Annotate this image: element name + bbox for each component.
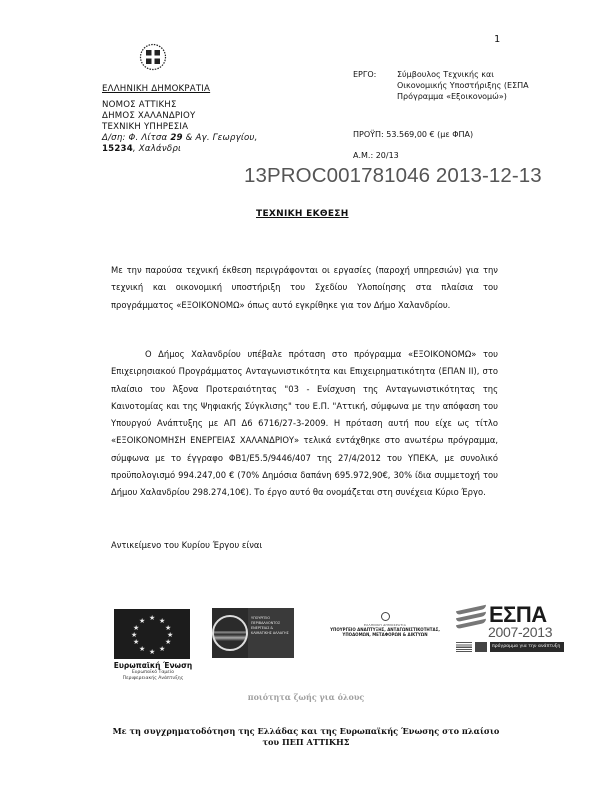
ministry-development-logo bbox=[320, 612, 450, 637]
cofinancing-line: Με τη συγχρηματοδότηση της Ελλάδας και της Ευρωπαϊκής Ένωσης στο πλαίσιο bbox=[112, 726, 500, 736]
project-line: Σύμβουλος Τεχνικής και bbox=[397, 70, 494, 79]
espa-word: ΕΣΠΑ bbox=[489, 602, 547, 627]
espa-tagline: πρόγραμμα για την ανάπτυξη bbox=[490, 642, 564, 652]
greek-flag-icon bbox=[456, 642, 472, 652]
circle-emblem-icon bbox=[212, 615, 248, 651]
document-title: ΤΕΧΝΙΚΗ ΕΚΘΕΣΗ bbox=[256, 209, 349, 219]
paragraph-background: Ο Δήμος Χαλανδρίου υπέβαλε πρόταση στο πρόγραμμα «ΕΞΟΙΚΟΝΟΜΩ» του Επιχειρησιακού Προγράμματος Ανταγωνιστικότητα και Επιχειρηματικότητα (ΕΠΑΝ ΙΙ), στο πλαίσιο του Άξονα Προτεραιότητας "03 - Ενίσχυση της Ανταγωνιστικότητας της Καινοτομίας και της Ψηφιακής Σύγκλισης" του Ε.Π. "Αττική, σύμφωνα με την απόφαση του Υπουργού Ανάπτυξης με ΑΠ Δ6 6716/27-3-2009. Η πρόταση αυτή που είχε ως τίτλο «ΕΞΟΙΚΟΝΟΜΗΣΗ ΕΝΕΡΓΕΙΑΣ ΧΑΛΑΝΔΡΙΟΥ» τελικά εντάχθηκε στο ανωτέρω πρόγραμμα, σύμφωνα με το έγγραφο ΦΒ1/Ε5.5/9446/407 της 27/4/2012 του ΥΠΕΚΑ, με συνολικό προϋπολογισμό 994.247,00 € (70% Δημόσια δαπάνη 695.972,90€, 30% ίδια συμμετοχή του Δήμου Χαλανδρίου 298.274,10€). Το έργο αυτό θα ονομάζεται στη συνέχεια Κύριο Έργο. bbox=[111, 349, 498, 498]
espa-years: 2007-2013 bbox=[488, 624, 553, 640]
cofinancing-line: του ΠΕΠ ΑΤΤΙΚΗΣ bbox=[262, 737, 350, 747]
prefecture-label: ΝΟΜΟΣ ΑΤΤΙΚΗΣ bbox=[102, 100, 177, 110]
project-description bbox=[397, 69, 529, 102]
page-number: 1 bbox=[494, 34, 501, 45]
eu-caption-sub: Περιφερειακής Ανάπτυξης bbox=[122, 676, 184, 681]
espa-logo-icon bbox=[456, 604, 564, 654]
waves-icon bbox=[456, 608, 486, 634]
eu-caption bbox=[108, 661, 198, 682]
eu-mini-flag-icon bbox=[475, 642, 487, 652]
municipality-label: ΔΗΜΟΣ ΧΑΛΑΝΔΡΙΟΥ bbox=[102, 111, 196, 121]
republic-label: ΕΛΛΗΝΙΚΗ ΔΗΜΟΚΡΑΤΙΑ bbox=[102, 84, 211, 94]
address-street: Δ/ση: Φ. Λίτσα bbox=[102, 133, 171, 143]
am-number: Α.Μ.: 20/13 bbox=[353, 151, 399, 160]
project-label: ΕΡΓΟ: bbox=[353, 70, 377, 79]
greek-seal-icon bbox=[381, 612, 390, 621]
eu-caption-title: Ευρωπαϊκή Ένωση bbox=[113, 661, 193, 670]
greek-coat-of-arms-icon bbox=[139, 43, 167, 71]
ministry-environment-text: ΥΠΟΥΡΓΕΙΟ ΠΕΡΙΒΑΛΛΟΝΤΟΣ ΕΝΕΡΓΕΙΑΣ & ΚΛΙΜΑΤΙΚΗΣ ΑΛΛΑΓΗΣ bbox=[251, 616, 289, 635]
address-cross-street: & Αγ. Γεωργίου, bbox=[182, 133, 258, 143]
ministry-environment-logo-icon bbox=[212, 608, 294, 658]
project-line: Οικονομικής Υποστήριξης (ΕΣΠΑ bbox=[397, 81, 529, 90]
address-line-2 bbox=[102, 144, 258, 155]
registry-stamp: 13PROC001781046 2013-12-13 bbox=[244, 164, 542, 187]
ministry-development-republic: ΕΛΛΗΝΙΚΗ ΔΗΜΟΚΡΑΤΙΑ bbox=[363, 623, 407, 627]
project-line: Πρόγραμμα «Εξοικονομώ») bbox=[397, 92, 507, 101]
ministry-development-name: ΥΠΟΥΡΓΕΙΟ ΑΝΑΠΤΥΞΗΣ, ΑΝΤΑΓΩΝΙΣΤΙΚΟΤΗΤΑΣ, ΥΠΟΔΟΜΩΝ, ΜΕΤΑΦΟΡΩΝ & ΔΙΚΤΥΩΝ bbox=[330, 627, 440, 637]
quality-slogan: ποιότητα ζωής για όλους bbox=[247, 692, 365, 702]
issuer-header bbox=[102, 84, 258, 155]
department-label: ΤΕΧΝΙΚΗ ΥΠΗΡΕΣΙΑ bbox=[102, 122, 189, 132]
address-city: , Χαλάνδρι bbox=[132, 144, 182, 154]
project-info bbox=[353, 69, 529, 102]
cofinancing-statement bbox=[0, 726, 612, 748]
paragraph-subject: Αντικείμενο του Κυρίου Έργου είναι bbox=[111, 540, 263, 550]
address-postcode: 15234 bbox=[102, 144, 133, 154]
eu-flag-icon: ★ ★ ★ ★ ★ ★ ★ ★ ★ ★ ★ ★ bbox=[114, 609, 190, 659]
budget-label: ΠΡΟΫΠ: 53.569,00 € (με ΦΠΑ) bbox=[353, 130, 474, 139]
address-number: 29 bbox=[170, 133, 183, 143]
eu-caption-sub: Ευρωπαϊκό Ταμείο bbox=[131, 670, 175, 675]
paragraph-intro: Με την παρούσα τεχνική έκθεση περιγράφονται οι εργασίες (παροχή υπηρεσιών) για την τεχνική και οικονομική υποστήριξη του Σχεδίου Υλοποίησης στα πλαίσια του προγράμματος «ΕΞΟΙΚΟΝΟΜΩ» όπως αυτό εγκρίθηκε για τον Δήμο Χαλανδρίου. bbox=[111, 265, 498, 310]
address-line-1 bbox=[102, 133, 258, 144]
